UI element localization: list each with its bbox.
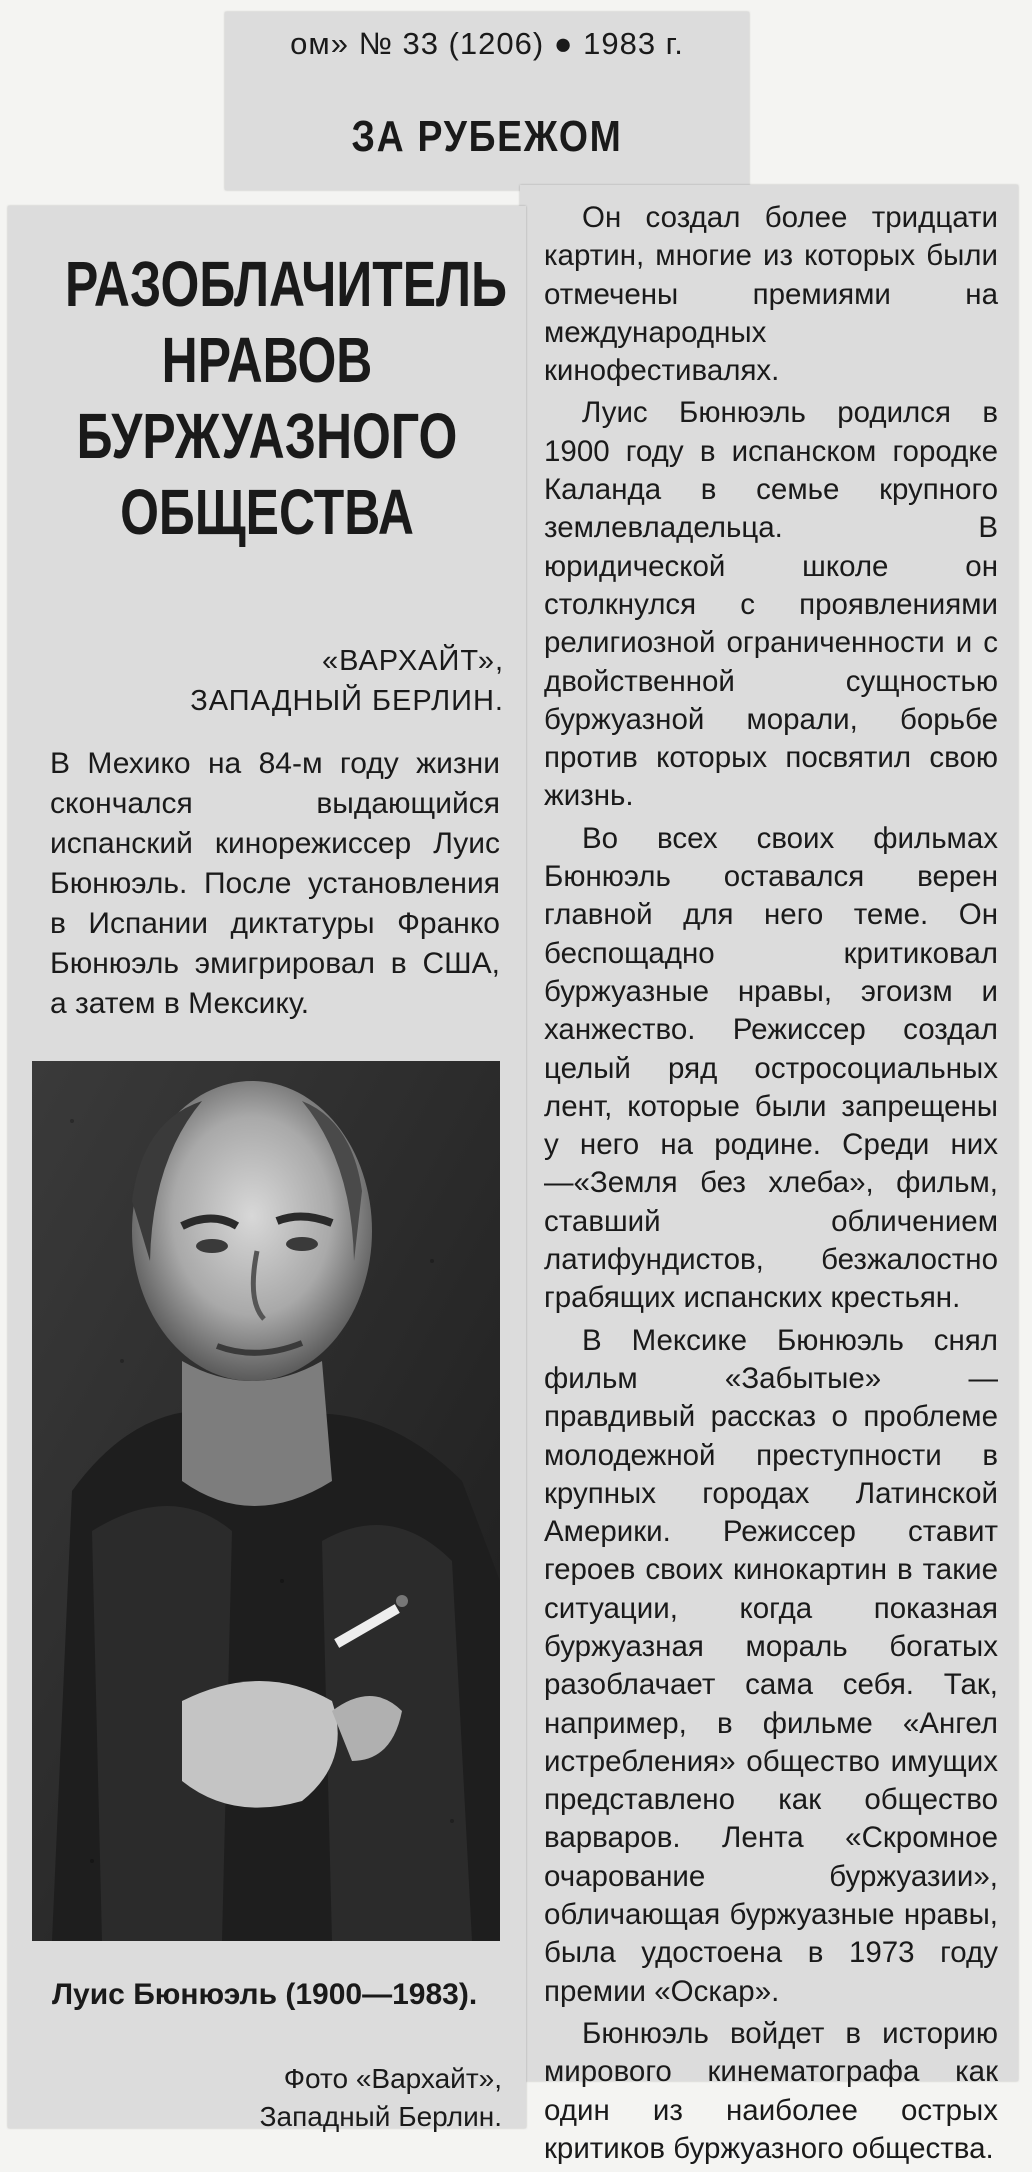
paragraph-3: Во всех своих фильмах Бюнюэль оставался верен главной для него теме. Он беспощадно критиковал буржуазные нравы, эгоизм и ханжество. Режиссер создал целый ряд остросоциальных лент, которые были запрещены у него на родине. Среди них—«Земля без хлеба», фильм, ставший обличением латифундистов, безжалостно грабящих испанских крестьян. [544,821,998,1315]
headline-line-2: НРАВОВ [161,324,373,396]
paragraph-5: Бюнюэль войдет в историю мирового кинематографа как один из наиболее острых критиков буржуазного общества. [544,2016,998,2165]
credit-line-2: Западный Берлин. [259,2101,502,2132]
source-name: «ВАРХАЙТ», [321,645,504,677]
photo-credit [260,2060,502,2136]
paragraph-1: Он создал более тридцати картин, многие из которых были отмечены премиями на международных кинофестивалях. [544,201,998,388]
source-city: ЗАПАДНЫЙ БЕРЛИН. [190,685,504,717]
portrait-image [32,1061,500,1941]
photo-caption: Луис Бюнюэль (1900—1983). [52,1978,478,2011]
headline-line-1: РАЗОБЛАЧИТЕЛЬ [64,248,507,320]
portrait-photo [32,1061,500,1941]
masthead-line: ом» № 33 (1206) ● 1983 г. [290,26,684,61]
header-clipping [225,12,749,190]
headline-line-4: ОБЩЕСТВА [120,476,414,548]
rubric-title: ЗА РУБЕЖОМ [351,112,623,161]
lede-paragraph: В Мехико на 84-м году жизни скончался выдающийся испанский кинорежиссер Луис Бюнюэль. После установления в Испании диктатуры Франко Бюнюэль эмигрировал в США, а затем в Мексику. [50,747,500,1020]
article-lead-clipping [8,206,526,2132]
headline [8,246,526,550]
paragraph-4: В Мексике Бюнюэль снял фильм «Забытые» — правдивый рассказ о проблеме молодежной преступности в крупных городах Латинской Америки. Режиссер ставит героев своих кинокартин в такие ситуации, когда показная буржуазная мораль богатых разоблачает сама себя. Так, например, в фильме «Ангел истребления» общество имущих представлено как общество варваров. Лента «Скромное очарование буржуазии», обличающая буржуазные нравы, была удостоена в 1973 году премии «Оскар». [544,1323,998,2008]
headline-line-3: БУРЖУАЗНОГО [76,400,458,472]
article-body-clipping [520,185,1018,2165]
paragraph-2: Луис Бюнюэль родился в 1900 году в испанском городке Каланда в семье крупного землевладельца. В юридической школе он столкнулся с проявлениями религиозной ограниченности и с двойственной сущностью буржуазной морали, борьбе против которых посвятил свою жизнь. [544,396,998,813]
source-attribution [190,641,504,721]
credit-line-1: Фото «Вархайт», [283,2063,502,2094]
article-body [544,199,998,2172]
